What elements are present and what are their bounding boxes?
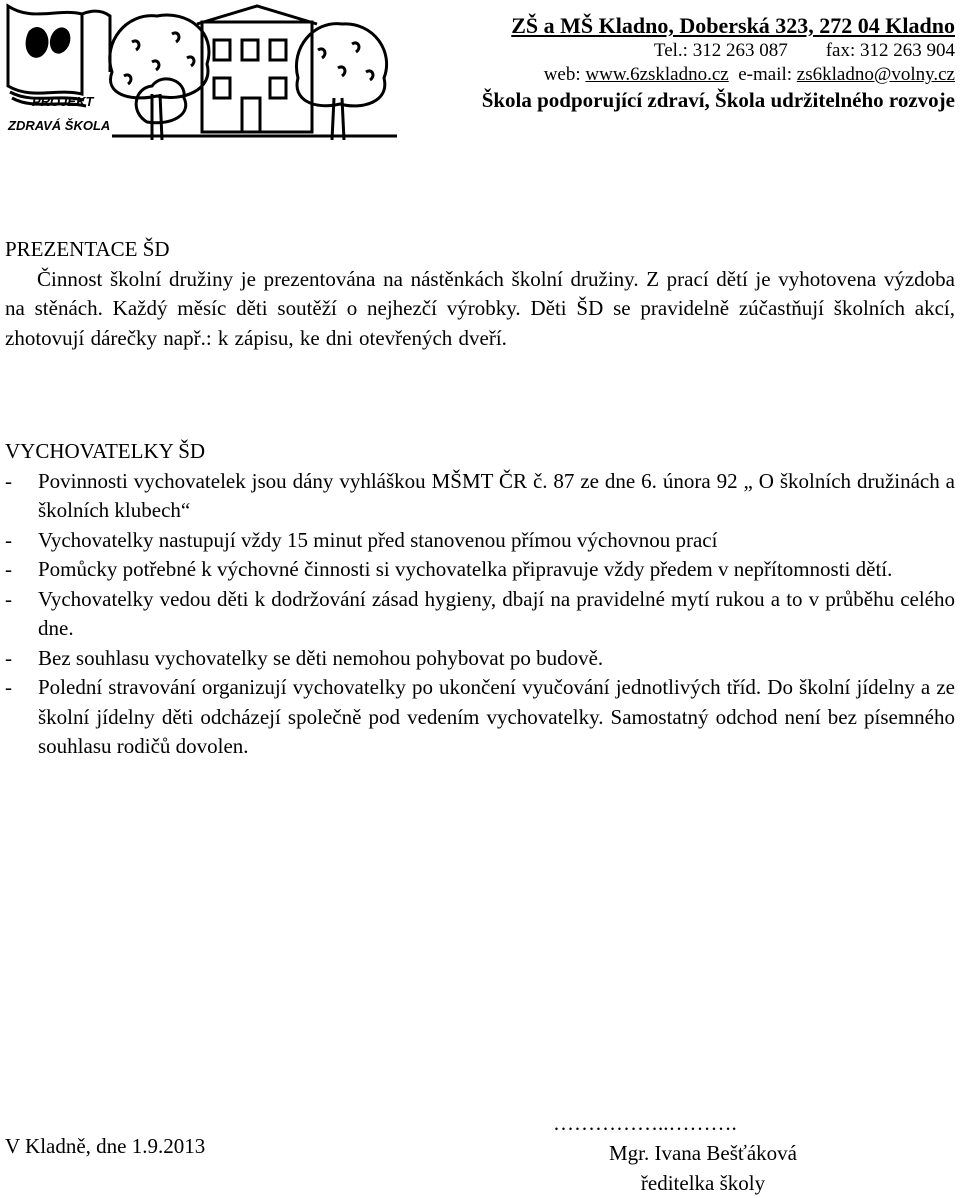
dash: - — [5, 675, 12, 699]
place-date: V Kladně, dne 1.9.2013 — [5, 1134, 206, 1158]
fax: fax: 312 263 904 — [825, 39, 955, 61]
item-text: Vychovatelky nastupují vždy 15 minut před stanovenou přímou výchovnou prací — [38, 527, 718, 552]
dash: - — [5, 527, 12, 552]
school-name: ZŠ a MŠ Kladno, Doberská 323, 272 04 Kladno — [511, 13, 955, 38]
signature-line: ……………..………. — [553, 1111, 737, 1135]
list-item — [5, 526, 955, 556]
section-prezentace — [5, 235, 955, 353]
list-item — [5, 644, 955, 674]
school-motto: Škola podporující zdraví, Škola udržitelného rozvoje — [481, 87, 955, 112]
school-logo — [2, 2, 402, 140]
heading-vychovatelky: VYCHOVATELKY ŠD — [5, 439, 206, 463]
contact-web-line — [482, 63, 955, 88]
item-text: Pomůcky potřebné k výchovné činnosti si vychovatelka připravuje vždy předem v nepřítomnosti dětí. — [38, 557, 893, 581]
contact-phone-line — [482, 39, 955, 64]
zdrava-skola-logo-icon — [2, 2, 402, 140]
email-link[interactable]: zs6kladno@volny.cz — [796, 64, 955, 85]
signatory-role: ředitelka školy — [640, 1171, 766, 1195]
item-text: Bez souhlasu vychovatelky se děti nemohou pohybovat po budově. — [38, 645, 604, 670]
list-item — [5, 673, 955, 762]
list-item — [5, 585, 955, 644]
list-item — [5, 467, 955, 526]
logo-text-projekt: PROJEKT — [32, 94, 94, 109]
dash: - — [5, 468, 12, 493]
item-text: Polední stravování organizují vychovatelky po ukončení vyučování jednotlivých tříd. Do školní jídelny a ze školní jídelny děti odcházejí společně pod vedením vychovatelky. Samostatný odchod není bez písemného souhlasu rodičů dovolen. — [38, 675, 955, 758]
dash: - — [5, 586, 12, 611]
item-text: Vychovatelky vedou děti k dodržování zásad hygieny, dbají na pravidelné mytí rukou a to v průběhu celého dne. — [38, 586, 955, 640]
email-label: e-mail: — [738, 64, 793, 85]
list-item — [5, 555, 955, 585]
logo-text-zdrava-skola: ZDRAVÁ ŠKOLA — [8, 118, 111, 133]
heading-prezentace: PREZENTACE ŠD — [5, 237, 170, 261]
signatory-name: Mgr. Ivana Bešťáková — [608, 1141, 797, 1165]
item-text: Povinnosti vychovatelek jsou dány vyhláškou MŠMT ČR č. 87 ze dne 6. února 92 „ O školních družinách a školních klubech“ — [38, 468, 955, 522]
letterhead — [482, 14, 955, 112]
dash: - — [5, 645, 12, 670]
signature-block — [553, 1108, 853, 1198]
web-link[interactable]: www.6zskladno.cz — [585, 64, 729, 85]
section-vychovatelky — [5, 437, 955, 762]
prezentace-text: Činnost školní družiny je prezentována na nástěnkách školní družiny. Z prací dětí je vyhotovena výzdoba na stěnách. Každý měsíc děti soutěží o nejhezčí výrobky. Děti ŠD se pravidelně zúčastňují školních akcí, zhotovují dárečky např.: k zápisu, ke dni otevřených dveří. — [5, 266, 955, 350]
tel: Tel.: 312 263 087 — [653, 39, 788, 61]
web-label: web: — [543, 64, 581, 85]
dash: - — [5, 557, 12, 581]
